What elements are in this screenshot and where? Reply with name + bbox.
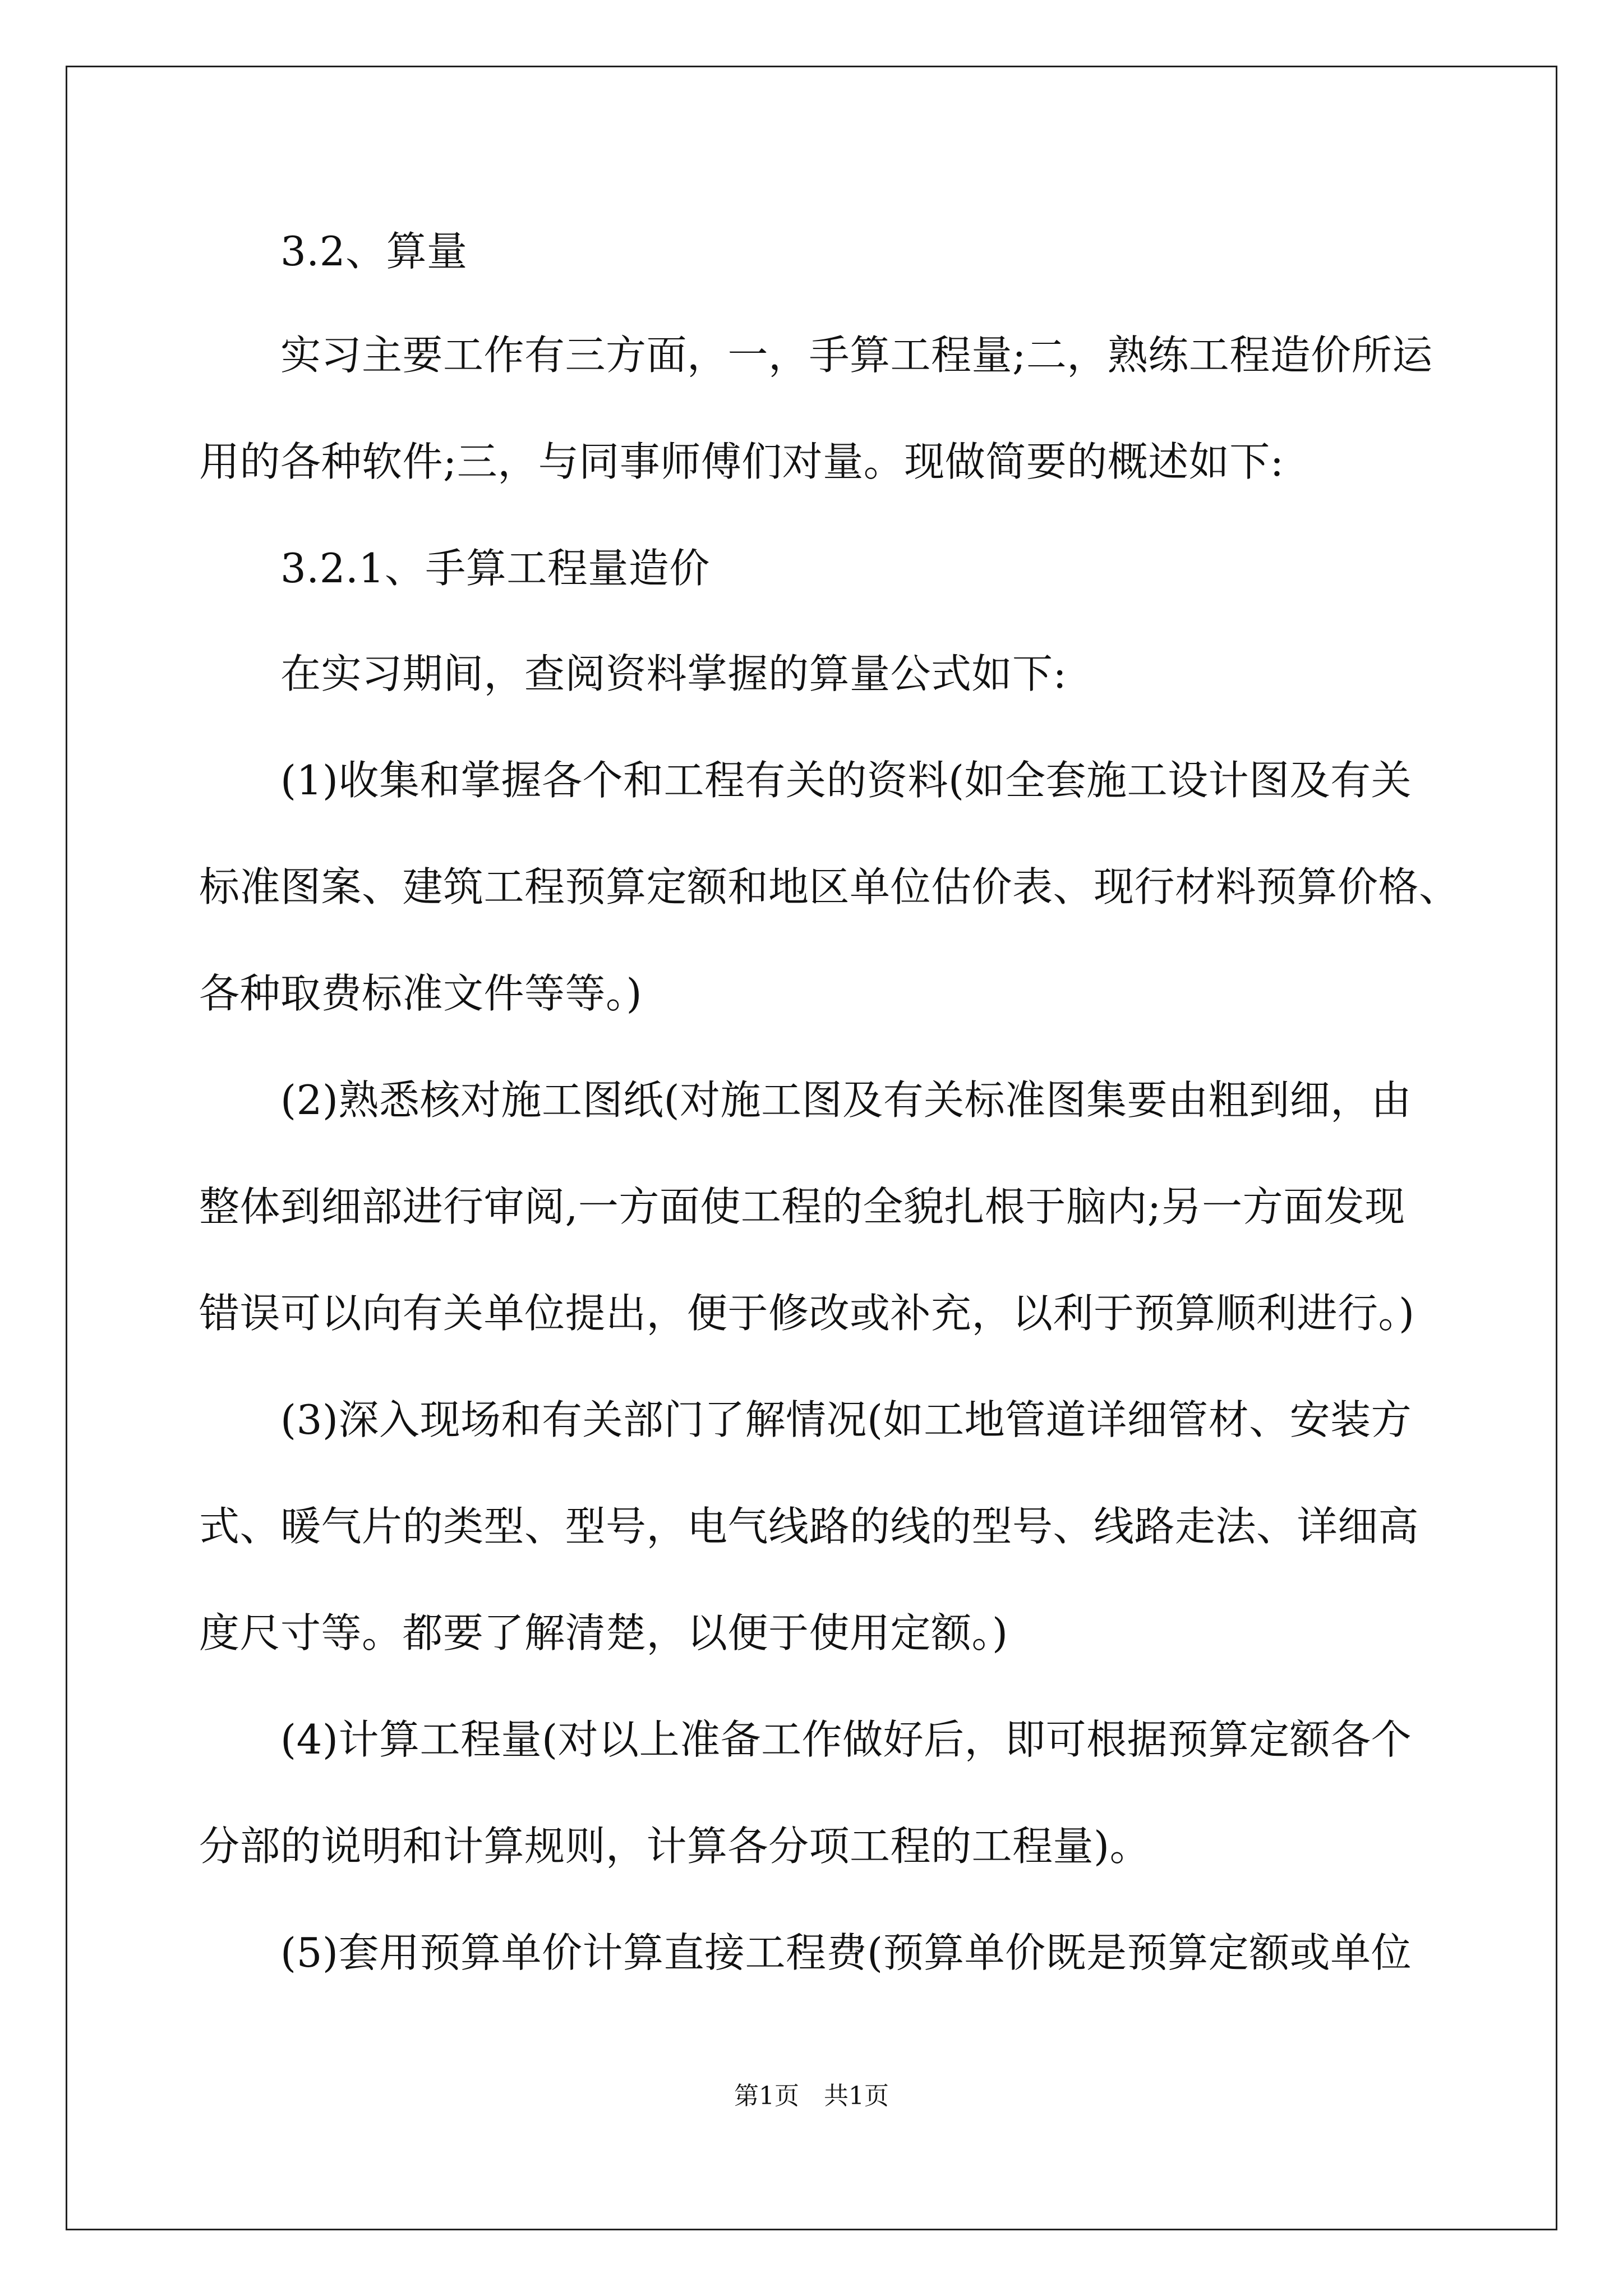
list-item-3-line: 式、暖气片的类型、型号，电气线路的线的型号、线路走法、详细高 bbox=[199, 1503, 1419, 1550]
page-footer: 第1页 共1页 bbox=[734, 2082, 889, 2110]
list-item-2-line: 错误可以向有关单位提出，便于修改或补充，以利于预算顺利进行。) bbox=[199, 1290, 1415, 1337]
page-border bbox=[66, 66, 1557, 2230]
list-item-4-line: 分部的说明和计算规则，计算各分项工程的工程量)。 bbox=[199, 1823, 1151, 1870]
list-item-1-line: 各种取费标准文件等等。) bbox=[199, 970, 643, 1017]
list-item-1-line: (1)收集和掌握各个和工程有关的资料(如全套施工设计图及有关 bbox=[280, 757, 1412, 804]
paragraph-line: 实习主要工作有三方面，一，手算工程量;二，熟练工程造价所运 bbox=[280, 332, 1433, 379]
paragraph-line: 用的各种软件;三，与同事师傅们对量。现做简要的概述如下: bbox=[199, 438, 1284, 485]
list-item-4-line: (4)计算工程量(对以上准备工作做好后，即可根据预算定额各个 bbox=[280, 1716, 1412, 1763]
heading-3-2: 3.2、算量 bbox=[280, 228, 468, 275]
list-item-2-line: (2)熟悉核对施工图纸(对施工图及有关标准图集要由粗到细，由 bbox=[280, 1076, 1412, 1124]
list-item-2-line: 整体到细部进行审阅,一方面使工程的全貌扎根于脑内;另一方面发现 bbox=[199, 1183, 1405, 1230]
list-item-3-line: 度尺寸等。都要了解清楚，以便于使用定额。) bbox=[199, 1609, 1008, 1657]
list-item-5-line: (5)套用预算单价计算直接工程费(预算单价既是预算定额或单位 bbox=[280, 1929, 1412, 1976]
list-item-3-line: (3)深入现场和有关部门了解情况(如工地管道详细管材、安装方 bbox=[280, 1396, 1412, 1443]
list-item-1-line: 标准图案、建筑工程预算定额和地区单位估价表、现行材料预算价格、 bbox=[199, 863, 1460, 910]
paragraph-line: 在实习期间，查阅资料掌握的算量公式如下: bbox=[280, 650, 1067, 697]
heading-3-2-1: 3.2.1、手算工程量造价 bbox=[280, 545, 710, 592]
